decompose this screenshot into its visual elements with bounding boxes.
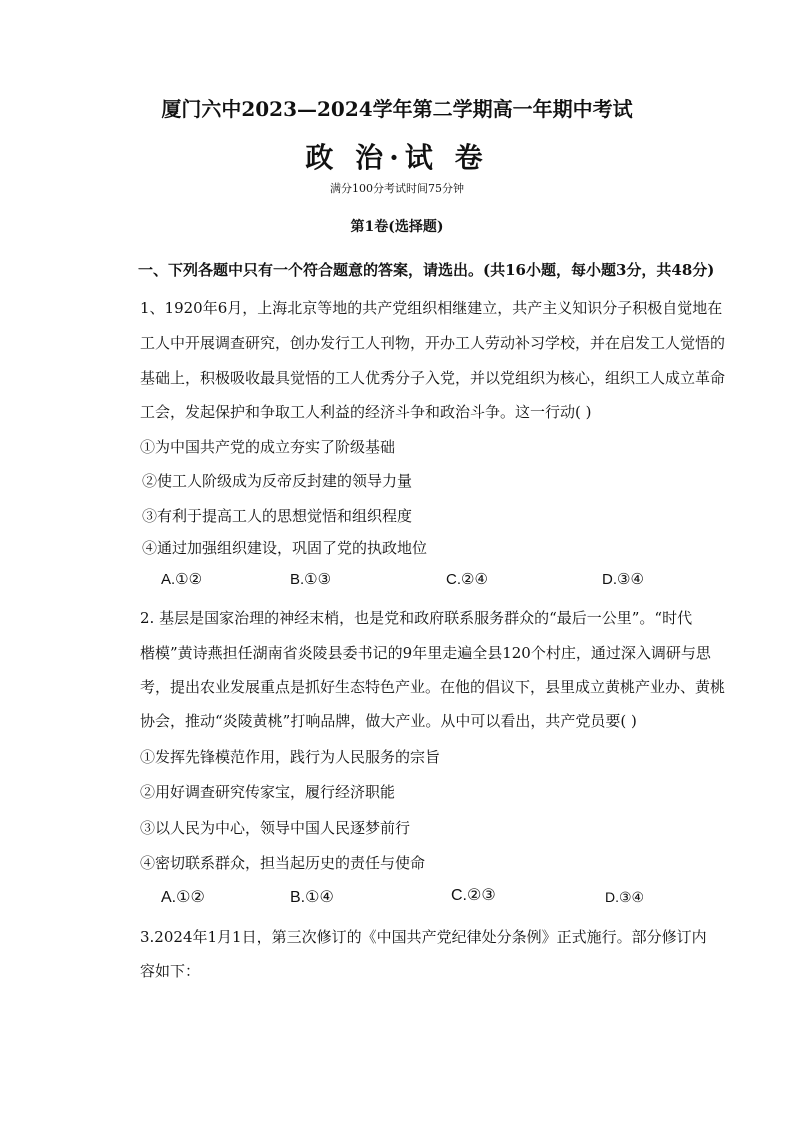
exam-subject: 政 治·试 卷 <box>305 141 489 174</box>
q2-stem-line: 楷模”黄诗燕担任湖南省炎陵县委书记的9年里走遍全县120个村庄，通过深入调研与思 <box>140 644 711 662</box>
exam-info: 满分100分考试时间75分钟 <box>330 182 464 195</box>
q1-option-d: D.③④ <box>602 571 644 588</box>
volume-heading: 第1卷(选择题) <box>350 219 444 235</box>
q1-stem-line: 工人中开展调查研究，创办发行工人刊物，开办工人劳动补习学校，并在启发工人觉悟的 <box>140 334 726 352</box>
q1-stem-line: 基础上，积极吸收最具觉悟的工人优秀分子入党，并以党组织为核心，组织工人成立革命 <box>140 369 726 387</box>
q2-option-b: B.①④ <box>290 889 334 906</box>
q1-item: ④通过加强组织建设，巩固了党的执政地位 <box>142 539 428 557</box>
q1-item: ②使工人阶级成为反帝反封建的领导力量 <box>142 472 413 490</box>
q2-option-d: D.③④ <box>605 889 645 905</box>
q1-item: ①为中国共产党的成立夯实了阶级基础 <box>140 438 396 456</box>
q2-stem-line: 考，提出农业发展重点是抓好生态特色产业。在他的倡议下，县里成立黄桃产业办、黄桃 <box>140 678 726 696</box>
q3-stem-line: 容如下： <box>140 962 201 980</box>
q2-stem-line: 协会，推动“炎陵黄桃”打响品牌，做大产业。从中可以看出，共产党员要( ) <box>140 712 637 730</box>
exam-title: 厦门六中2023—2024学年第二学期高一年期中考试 <box>161 97 633 121</box>
section-heading: 一、下列各题中只有一个符合题意的答案，请选出。(共16小题，每小题3分，共48分) <box>138 261 715 279</box>
q2-item: ①发挥先锋模范作用，践行为人民服务的宗旨 <box>140 748 441 766</box>
q1-option-c: C.②④ <box>446 571 488 588</box>
q2-option-a: A.①② <box>161 889 205 906</box>
q1-item: ③有利于提高工人的思想觉悟和组织程度 <box>142 507 413 525</box>
q2-option-c: C.②③ <box>451 887 496 904</box>
q1-stem-line: 1、1920年6月，上海北京等地的共产党组织相继建立，共产主义知识分子积极自觉地在 <box>140 299 723 317</box>
q1-option-b: B.①③ <box>290 571 332 588</box>
q2-stem-line: 2. 基层是国家治理的神经末梢，也是党和政府联系服务群众的“最后一公里”。“时代 <box>140 609 693 627</box>
q2-item: ④密切联系群众，担当起历史的责任与使命 <box>140 854 426 872</box>
q2-item: ②用好调查研究传家宝，履行经济职能 <box>140 783 396 801</box>
q1-option-a: A.①② <box>161 571 203 588</box>
q2-item: ③以人民为中心，领导中国人民逐梦前行 <box>140 819 411 837</box>
q3-stem-line: 3.2024年1月1日，第三次修订的《中国共产党纪律处分条例》正式施行。部分修订内 <box>140 928 707 946</box>
q1-stem-line: 工会，发起保护和争取工人利益的经济斗争和政治斗争。这一行动( ) <box>140 403 592 421</box>
